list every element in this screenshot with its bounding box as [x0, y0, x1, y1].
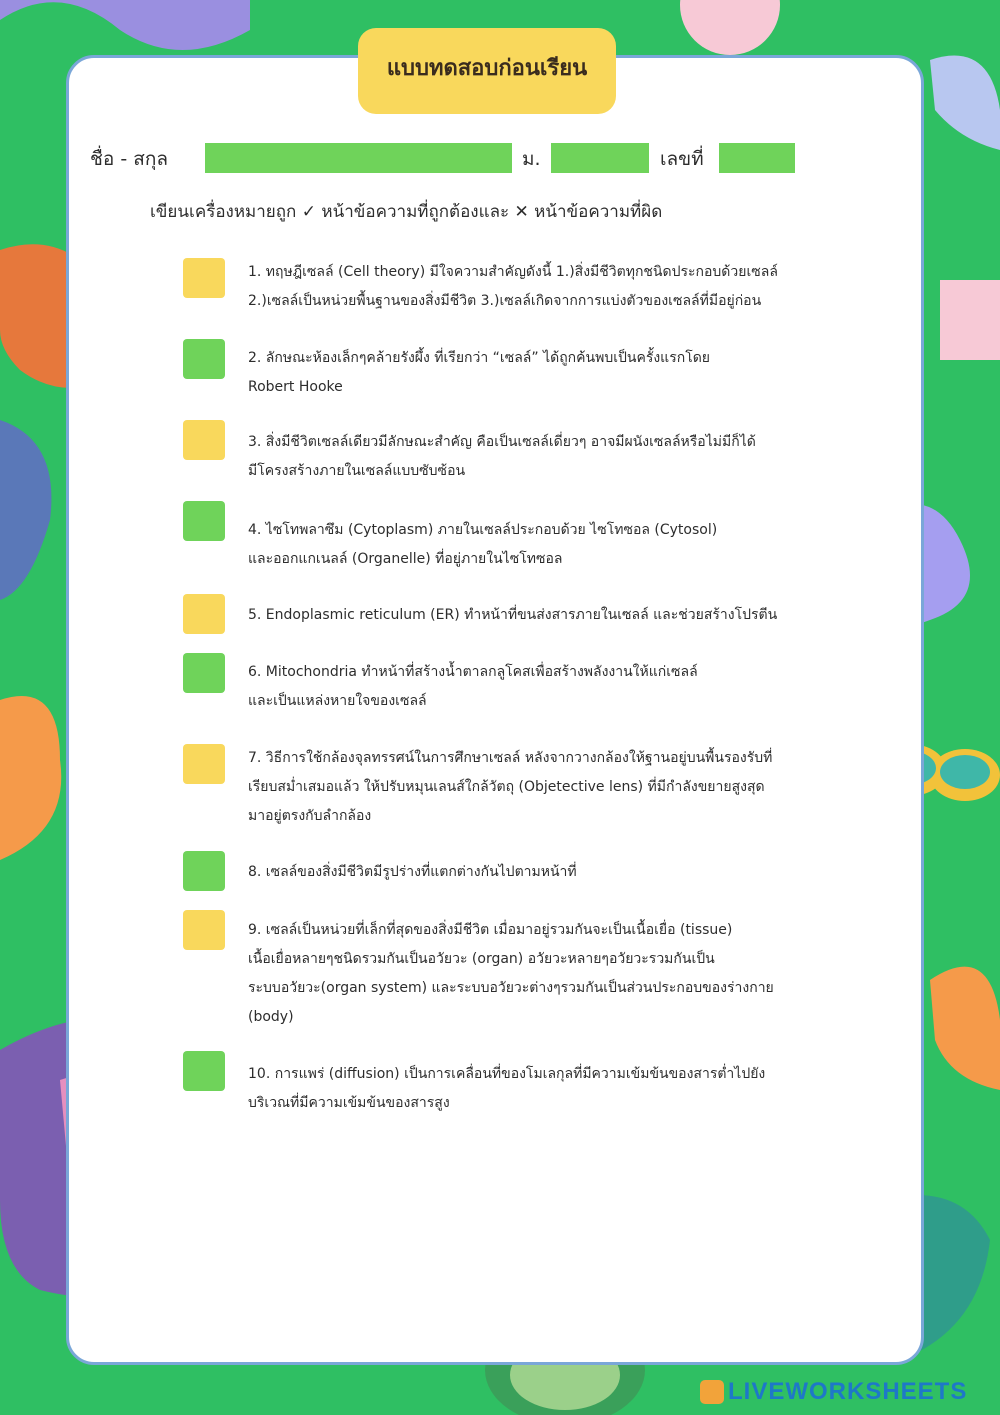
answer-box-8[interactable] — [183, 851, 225, 891]
answer-box-4[interactable] — [183, 501, 225, 541]
page-title: แบบทดสอบก่อนเรียน — [386, 56, 588, 81]
question-8: 8. เซลล์ของสิ่งมีชีวิตมีรูปร่างที่แตกต่างกันไปตามหน้าที่ — [248, 864, 577, 880]
question-5: 5. Endoplasmic reticulum (ER) ทำหน้าที่ขนส่งสารภายในเซลล์ และช่วยสร้างโปรตีน — [248, 607, 778, 623]
question-2: 2. ลักษณะห้องเล็กๆคล้ายรังผึ้ง ที่เรียกว่า “เซลล์” ได้ถูกค้นพบเป็นครั้งแรกโดย Robert Hooke — [248, 350, 711, 395]
question-10: 10. การแพร่ (diffusion) เป็นการเคลื่อนที่ของโมเลกุลที่มีความเข้มข้นของสารต่ำไปยัง บริเวณที่มีความเข้มข้นของสารสูง — [248, 1066, 766, 1111]
question-1: 1. ทฤษฎีเซลล์ (Cell theory) มีใจความสำคัญดังนี้ 1.)สิ่งมีชีวิตทุกชนิดประกอบด้วยเซลล์ 2.)เซลล์เป็นหน่วยพื้นฐานของสิ่งมีชีวิต 3.)เซลล์เกิดจากการแบ่งตัวของเซลล์ที่มีอยู่ก่อน — [248, 264, 778, 309]
question-9: 9. เซลล์เป็นหน่วยที่เล็กที่สุดของสิ่งมีชีวิต เมื่อมาอยู่รวมกันจะเป็นเนื้อเยื่อ (tissue) เนื้อเยื่อหลายๆชนิดรวมกันเป็นอวัยวะ (organ) อวัยวะหลายๆอวัยวะรวมกันเป็น ระบบอวัยวะ(organ system) และระบบอวัยวะต่างๆรวมกันเป็นส่วนประกอบของร่างกาย (body) — [248, 922, 774, 1025]
class-label: ม. — [522, 148, 541, 170]
instruction-text: เขียนเครื่องหมายถูก ✓ หน้าข้อความที่ถูกต้องและ ✕ หน้าข้อความที่ผิด — [150, 202, 663, 222]
liveworksheets-logo-icon — [700, 1380, 724, 1404]
number-field[interactable] — [719, 143, 795, 173]
class-field[interactable] — [551, 143, 649, 173]
question-7: 7. วิธีการใช้กล้องจุลทรรศน์ในการศึกษาเซลล์ หลังจากวางกล้องให้ฐานอยู่บนพื้นรองรับที่ เรียบสม่ำเสมอแล้ว ให้ปรับหมุนเลนส์ใกล้วัตถุ (Objetective lens) ที่มีกำลังขยายสูงสุด มาอยู่ตรงกับลำกล้อง — [248, 750, 773, 824]
answer-box-1[interactable] — [183, 258, 225, 298]
question-4: 4. ไซโทพลาซึม (Cytoplasm) ภายในเซลล์ประกอบด้วย ไซโทซอล (Cytosol) และออกแกเนลล์ (Organelle) ที่อยู่ภายในไซโทซอล — [248, 522, 718, 567]
name-field[interactable] — [205, 143, 512, 173]
answer-box-5[interactable] — [183, 594, 225, 634]
answer-box-6[interactable] — [183, 653, 225, 693]
answer-box-7[interactable] — [183, 744, 225, 784]
name-label: ชื่อ - สกุล — [90, 148, 168, 170]
number-label: เลขที่ — [660, 148, 704, 170]
answer-box-2[interactable] — [183, 339, 225, 379]
question-6: 6. Mitochondria ทำหน้าที่สร้างน้ำตาลกลูโคสเพื่อสร้างพลังงานให้แก่เซลล์ และเป็นแหล่งหายใจของเซลล์ — [248, 664, 698, 709]
answer-box-9[interactable] — [183, 910, 225, 950]
answer-box-3[interactable] — [183, 420, 225, 460]
liveworksheets-logo: LIVEWORKSHEETS — [728, 1378, 968, 1405]
answer-box-10[interactable] — [183, 1051, 225, 1091]
question-3: 3. สิ่งมีชีวิตเซลล์เดียวมีลักษณะสำคัญ คือเป็นเซลล์เดี่ยวๆ อาจมีผนังเซลล์หรือไม่มีก็ได้ มีโครงสร้างภายในเซลล์แบบซับซ้อน — [248, 434, 756, 479]
